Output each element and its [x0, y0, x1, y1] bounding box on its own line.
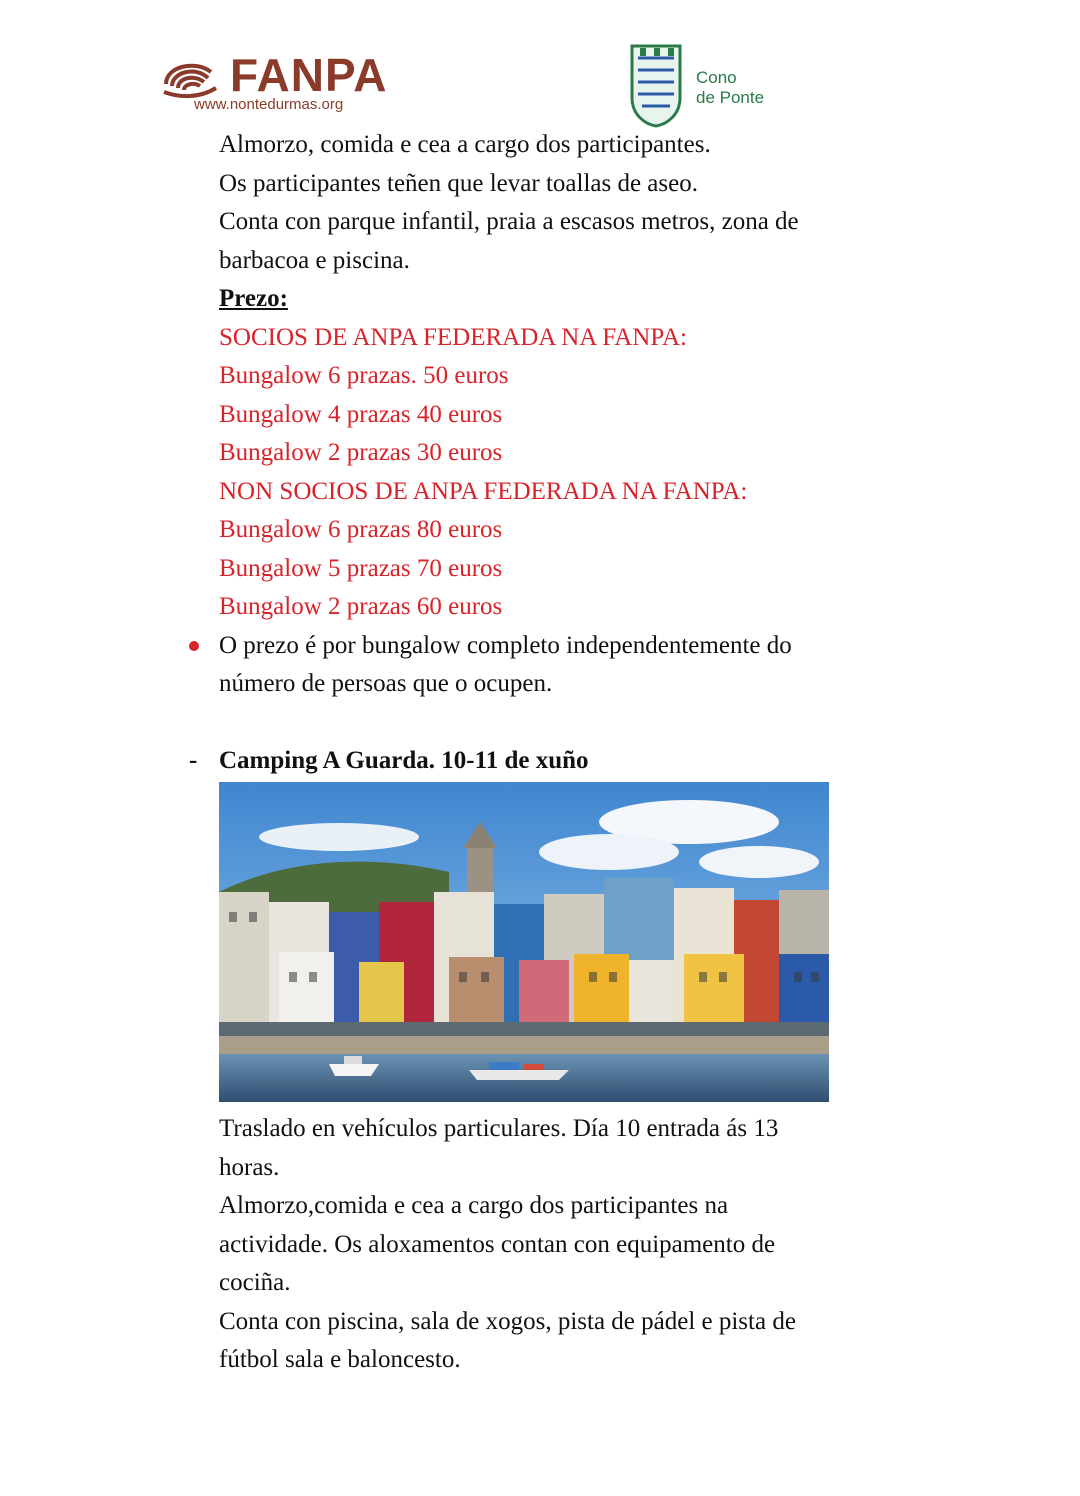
text-line: Traslado en vehículos particulares. Día 10 entrada ás 13: [219, 1115, 779, 1142]
text-line: cociña.: [219, 1269, 291, 1296]
note-text: O prezo é por bungalow completo independentemente do: [219, 631, 792, 659]
cono-line1: Cono: [696, 68, 737, 87]
cono-de-ponte-logo: [628, 42, 798, 128]
document-body: [189, 126, 919, 1380]
price-item: Bungalow 2 prazas 60 euros: [219, 593, 503, 620]
section-heading: [189, 742, 919, 781]
cono-shield-icon: [628, 42, 688, 128]
price-item: Bungalow 2 prazas 30 euros: [219, 439, 503, 466]
fanpa-logo: [156, 50, 386, 120]
text-line: fútbol sala e baloncesto.: [219, 1346, 461, 1373]
note-line: número de persoas que o ocupen.: [219, 670, 553, 697]
members-heading: SOCIOS DE ANPA FEDERADA NA FANPA:: [219, 323, 687, 351]
text-line: Os participantes teñen que levar toallas de aseo.: [219, 169, 698, 197]
text-line: Almorzo, comida e cea a cargo dos participantes.: [219, 131, 711, 158]
spacer: [219, 704, 919, 742]
price-item: Bungalow 5 prazas 70 euros: [219, 554, 503, 582]
text-line: Almorzo,comida e cea a cargo dos participantes na: [219, 1192, 729, 1219]
price-item: Bungalow 6 prazas. 50 euros: [219, 362, 509, 389]
cono-line2: de Ponte: [696, 88, 765, 107]
text-line: Conta con parque infantil, praia a escasos metros, zona de: [219, 208, 799, 235]
nonmembers-heading: NON SOCIOS DE ANPA FEDERADA NA FANPA:: [219, 477, 748, 505]
bullet-icon: [189, 641, 199, 651]
text-line: Conta con piscina, sala de xogos, pista de pádel e pista de: [219, 1307, 796, 1335]
a-guarda-town-photo: [219, 782, 829, 1102]
text-line: horas.: [219, 1153, 280, 1181]
dash-marker: -: [189, 746, 198, 774]
price-label: Prezo:: [219, 285, 288, 312]
section-title: Camping A Guarda. 10-11 de xuño: [219, 746, 589, 774]
price-item: Bungalow 4 prazas 40 euros: [219, 400, 503, 428]
price-item: Bungalow 6 prazas 80 euros: [219, 516, 503, 543]
note-line: [219, 627, 919, 666]
fanpa-url[interactable]: www.nontedurmas.org: [194, 96, 344, 113]
fanpa-name: FANPA: [230, 49, 388, 101]
text-line: barbacoa e piscina.: [219, 246, 410, 274]
text-line: actividade. Os aloxamentos contan con equipamento de: [219, 1230, 776, 1258]
cono-de-ponte-name: [696, 68, 764, 108]
